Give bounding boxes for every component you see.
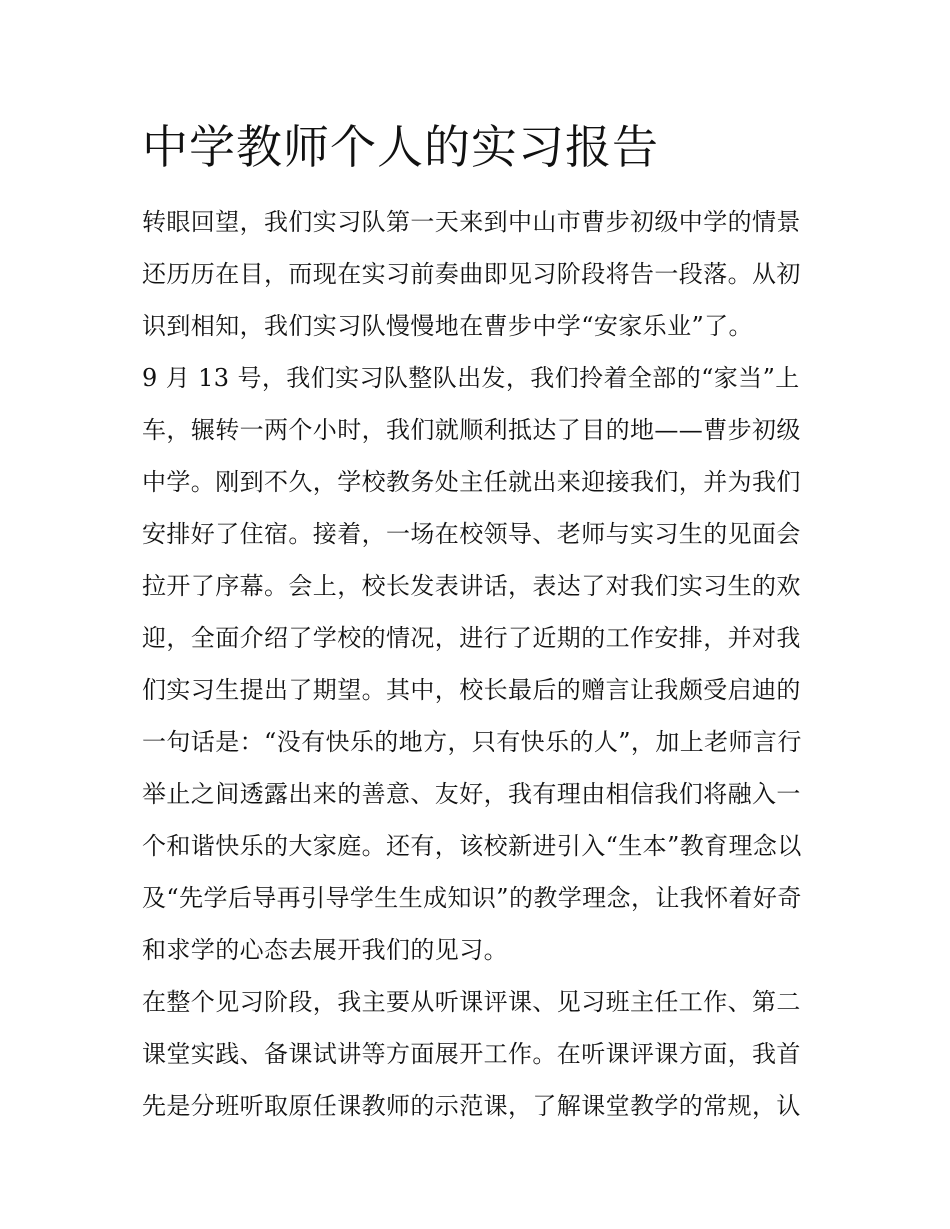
text-line: 还历历在目，而现在实习前奏曲即见习阶段将告一段落。从初 (142, 260, 801, 288)
text-line: 迎，全面介绍了学校的情况，进行了近期的工作安排，并对我 (142, 624, 801, 652)
text-line: 举止之间透露出来的善意、友好，我有理由相信我们将融入一 (142, 780, 801, 808)
text-line: 和求学的心态去展开我们的见习。 (142, 936, 508, 964)
text-line: 课堂实践、备课试讲等方面展开工作。在听课评课方面，我首 (142, 1040, 801, 1068)
page-title: 中学教师个人的实习报告 (142, 120, 659, 174)
text-line: 安排好了住宿。接着，一场在校领导、老师与实习生的见面会 (142, 520, 801, 548)
text-line: 9 月 13 号，我们实习队整队出发，我们拎着全部的“家当”上 (142, 364, 800, 392)
text-line: 转眼回望，我们实习队第一天来到中山市曹步初级中学的情景 (142, 208, 801, 236)
text-line: 们实习生提出了期望。其中，校长最后的赠言让我颇受启迪的 (142, 676, 801, 704)
body-text (142, 196, 822, 1132)
text-line: 中学。刚到不久，学校教务处主任就出来迎接我们，并为我们 (142, 468, 801, 496)
text-line: 先是分班听取原任课教师的示范课，了解课堂教学的常规，认 (142, 1092, 801, 1120)
text-line: 在整个见习阶段，我主要从听课评课、见习班主任工作、第二 (142, 988, 801, 1016)
text-line: 个和谐快乐的大家庭。还有，该校新进引入“生本”教育理念以 (142, 832, 802, 860)
text-line: 一句话是：“没有快乐的地方，只有快乐的人”，加上老师言行 (142, 728, 802, 756)
text-line: 车，辗转一两个小时，我们就顺利抵达了目的地——曹步初级 (142, 416, 801, 444)
text-line: 识到相知，我们实习队慢慢地在曹步中学“安家乐业”了。 (142, 312, 753, 340)
text-line: 及“先学后导再引导学生生成知识”的教学理念，让我怀着好奇 (142, 884, 802, 912)
text-line: 拉开了序幕。会上，校长发表讲话，表达了对我们实习生的欢 (142, 572, 801, 600)
